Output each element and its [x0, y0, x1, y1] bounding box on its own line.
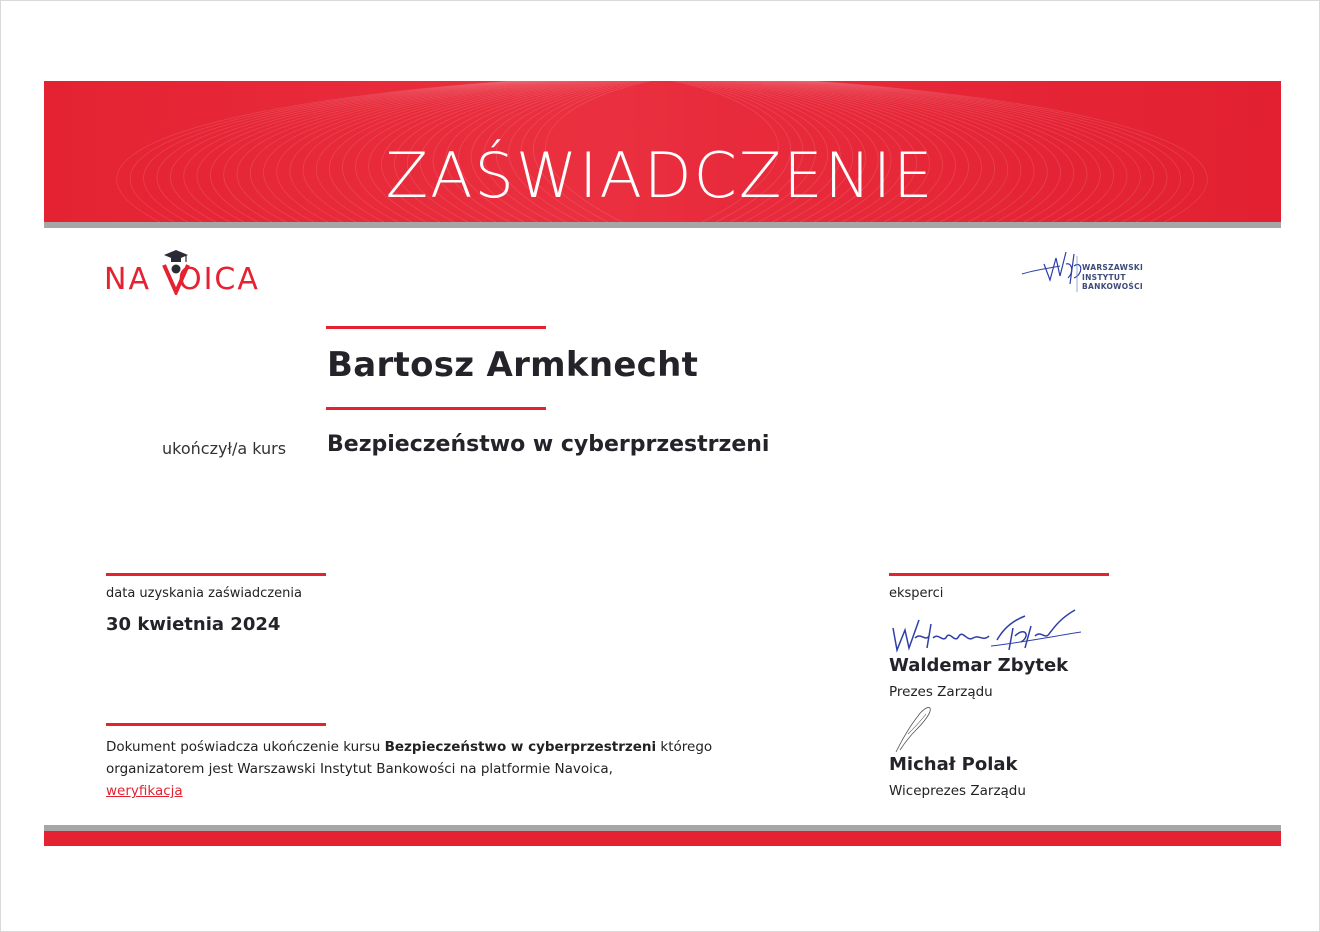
expert-name-2: Michał Polak — [889, 754, 1018, 775]
course-name: Bezpieczeństwo w cyberprzestrzeni — [327, 432, 770, 457]
experts-top-rule — [889, 573, 1109, 576]
name-bottom-rule — [326, 407, 546, 410]
signature-michal-polak — [888, 704, 938, 756]
name-top-rule — [326, 326, 546, 329]
document-course-bold: Bezpieczeństwo w cyberprzestrzeni — [384, 739, 657, 755]
recipient-name: Bartosz Armknecht — [327, 345, 699, 385]
verification-link[interactable]: weryfikacja — [106, 783, 183, 799]
expert-role-1: Prezes Zarządu — [889, 684, 993, 700]
wib-logo-text: WARSZAWSKI INSTYTUT BANKOWOŚCI — [1082, 263, 1144, 291]
document-description — [106, 736, 806, 802]
date-top-rule — [106, 573, 326, 576]
date-label: data uzyskania zaświadczenia — [106, 586, 302, 601]
signature-waldemar-zbytek — [885, 606, 1085, 656]
expert-role-2: Wiceprezes Zarządu — [889, 783, 1026, 799]
footer-red-stripe — [44, 831, 1281, 846]
header-gray-stripe — [44, 222, 1281, 228]
navoica-logo-text: NA OICA — [104, 262, 260, 297]
date-value: 30 kwietnia 2024 — [106, 614, 281, 635]
certificate-title: ZAŚWIADCZENIE — [385, 139, 935, 212]
experts-label: eksperci — [889, 586, 944, 601]
document-top-rule — [106, 723, 326, 726]
document-text-before: Dokument poświadcza ukończenie kursu — [106, 739, 385, 755]
document-text-after: którego organizatorem jest Warszawski Instytut Bankowości na platformie Navoica, — [106, 739, 713, 777]
expert-name-1: Waldemar Zbytek — [889, 655, 1069, 676]
completed-course-label: ukończył/a kurs — [162, 439, 287, 458]
